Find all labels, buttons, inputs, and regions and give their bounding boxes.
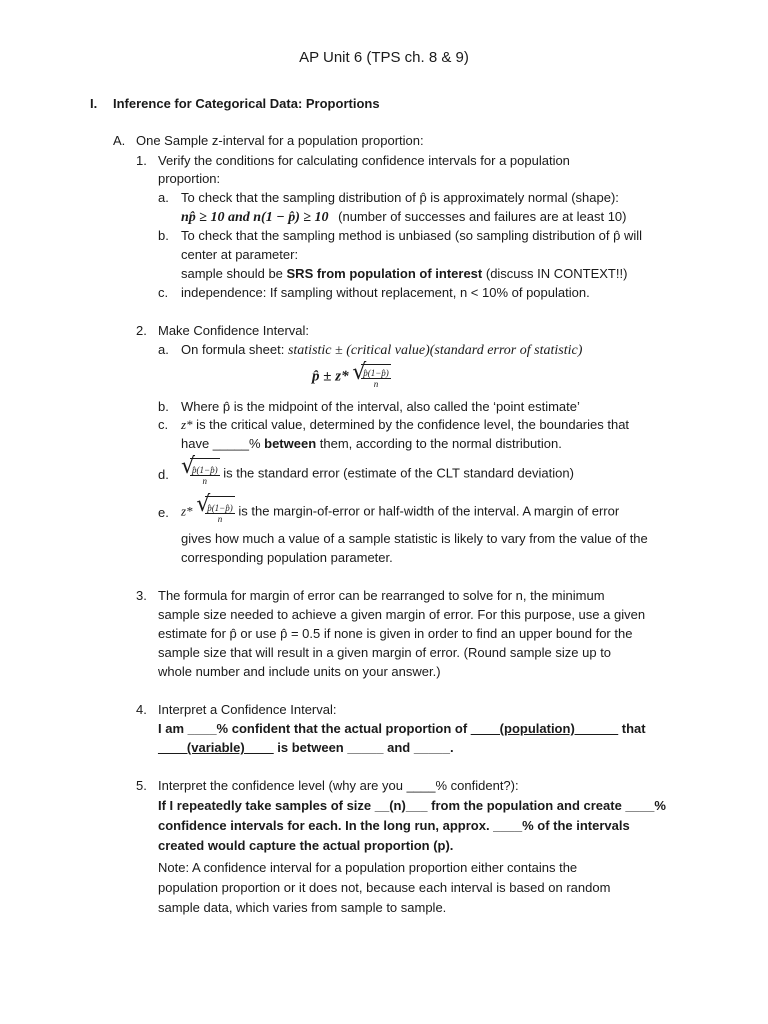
item2a-line	[181, 340, 582, 360]
item4-line2	[158, 738, 454, 757]
item4-l2b: is between _____ and _____.	[273, 740, 454, 755]
item3-number: 3.	[136, 588, 147, 603]
item2e-line1	[181, 492, 620, 528]
item3-line3: estimate for p̂ or use p̂ = 0.5 if none is given in order to find an upper bound for the	[158, 626, 633, 641]
item4-number: 4.	[136, 702, 147, 717]
section-numeral: I.	[90, 96, 98, 111]
item2a-label: a.	[158, 342, 169, 357]
item2c-line2-pre: have _____%	[181, 436, 265, 451]
normality-formula: np̂ ≥ 10 and n(1 − p̂) ≥ 10	[181, 210, 329, 225]
general-ci-formula: statistic ± (critical value)(standard error of statistic)	[287, 343, 583, 358]
item2d-text: is the standard error (estimate of the CLT standard deviation)	[223, 465, 574, 481]
item2c-line1	[181, 415, 629, 434]
item1a-formula-line	[181, 207, 626, 227]
main-formula-num: p̂(1−p̂)	[363, 368, 389, 379]
item5-number: 5.	[136, 778, 147, 793]
srs-bold: SRS from population of interest	[286, 266, 483, 281]
item1c-text: independence: If sampling without replacement, n < 10% of population.	[181, 285, 590, 300]
moe-sqrt: √ $\frac{p̂(1-p̂)}{n}$	[196, 496, 235, 528]
item4-variable-blank: ____(variable)____	[158, 740, 274, 755]
item5-bold3: created would capture the actual proportion (p).	[158, 838, 454, 853]
item1-number: 1.	[136, 153, 147, 168]
item3-line1: The formula for margin of error can be rearranged to solve for n, the minimum	[158, 588, 605, 603]
item1a-label: a.	[158, 190, 169, 205]
item2c-between: between	[264, 436, 317, 451]
moe-num: p̂(1−p̂)	[207, 503, 233, 514]
z-star-symbol: z*	[181, 417, 193, 432]
item2-title: Make Confidence Interval:	[158, 323, 310, 338]
item5-note1: Note: A confidence interval for a population proportion either contains the	[158, 860, 578, 875]
item5-note3: sample data, which varies from sample to sample.	[158, 900, 447, 915]
normality-note: (number of successes and failures are at least 10)	[338, 209, 627, 224]
moe-den: n	[217, 514, 223, 525]
item2b-text: Where p̂ is the midpoint of the interval, also called the ‘point estimate’	[181, 399, 580, 414]
item2b-label: b.	[158, 399, 169, 414]
item2-number: 2.	[136, 323, 147, 338]
item1b-line3	[181, 264, 627, 283]
item2c-label: c.	[158, 417, 169, 432]
page-title: AP Unit 6 (TPS ch. 8 & 9)	[299, 49, 469, 66]
item2e-line2: gives how much a value of a sample statistic is likely to vary from the value of the	[181, 531, 648, 546]
main-formula-sqrt: √ $\frac{p̂(1-p̂)}{n}$	[352, 360, 389, 390]
subsection-title: One Sample z-interval for a population proportion:	[136, 133, 424, 148]
item1b-line2: center at parameter:	[181, 247, 299, 262]
item2c-line1-text: is the critical value, determined by the confidence level, the boundaries that	[192, 417, 630, 432]
item4-l1a: I am ____% confident that the actual proportion of	[158, 721, 471, 736]
srs-pre: sample should be	[181, 266, 287, 281]
section-title: Inference for Categorical Data: Proportions	[113, 96, 380, 111]
item2c-line2-post: them, according to the normal distribution.	[316, 436, 562, 451]
item5-bold1: If I repeatedly take samples of size __(n)___ from the population and create ____%	[158, 798, 666, 813]
item2d-line	[181, 454, 574, 490]
item1b-label: b.	[158, 228, 169, 243]
formula-sheet-pre: On formula sheet:	[181, 342, 288, 357]
item2d-label: d.	[158, 467, 169, 482]
item4-l1c: that	[618, 721, 646, 736]
item1-line2: proportion:	[158, 171, 221, 186]
item3-line4: sample size that will result in a given margin of error. (Round sample size up to	[158, 645, 612, 660]
main-formula-lead: p̂ ± z*	[312, 368, 349, 385]
item1a-text: To check that the sampling distribution of p̂ is approximately normal (shape):	[181, 190, 619, 205]
item3-line5: whole number and include units on your answer.)	[158, 664, 441, 679]
item4-population-blank: ____(population)______	[470, 721, 619, 736]
item5-bold2: confidence intervals for each. In the long run, approx. ____% of the intervals	[158, 818, 630, 833]
main-formula-den: n	[373, 379, 379, 390]
srs-post: (discuss IN CONTEXT!!)	[482, 266, 628, 281]
item1b-line1: To check that the sampling method is unbiased (so sampling distribution of p̂ will	[181, 228, 643, 243]
item5-note2: population proportion or it does not, because each interval is based on random	[158, 880, 611, 895]
se-num: p̂(1−p̂)	[192, 465, 218, 476]
main-ci-formula	[312, 360, 391, 390]
item5-title: Interpret the confidence level (why are you ____% confident?):	[158, 778, 519, 793]
item2e-text: is the margin-of-error or half-width of the interval. A margin of error	[238, 503, 620, 519]
item4-title: Interpret a Confidence Interval:	[158, 702, 337, 717]
item2e-line3: corresponding population parameter.	[181, 550, 393, 565]
item1-line1: Verify the conditions for calculating confidence intervals for a population	[158, 153, 570, 168]
subsection-letter: A.	[113, 133, 126, 148]
item2c-line2	[181, 434, 562, 453]
item4-line1	[158, 719, 646, 738]
item3-line2: sample size needed to achieve a given margin of error. For this purpose, use a given	[158, 607, 646, 622]
standard-error-sqrt: √ $\frac{p̂(1-p̂)}{n}$	[181, 458, 220, 490]
se-den: n	[202, 476, 208, 487]
item2e-label: e.	[158, 505, 169, 520]
item1c-label: c.	[158, 285, 169, 300]
moe-z-star: z*	[181, 503, 193, 519]
